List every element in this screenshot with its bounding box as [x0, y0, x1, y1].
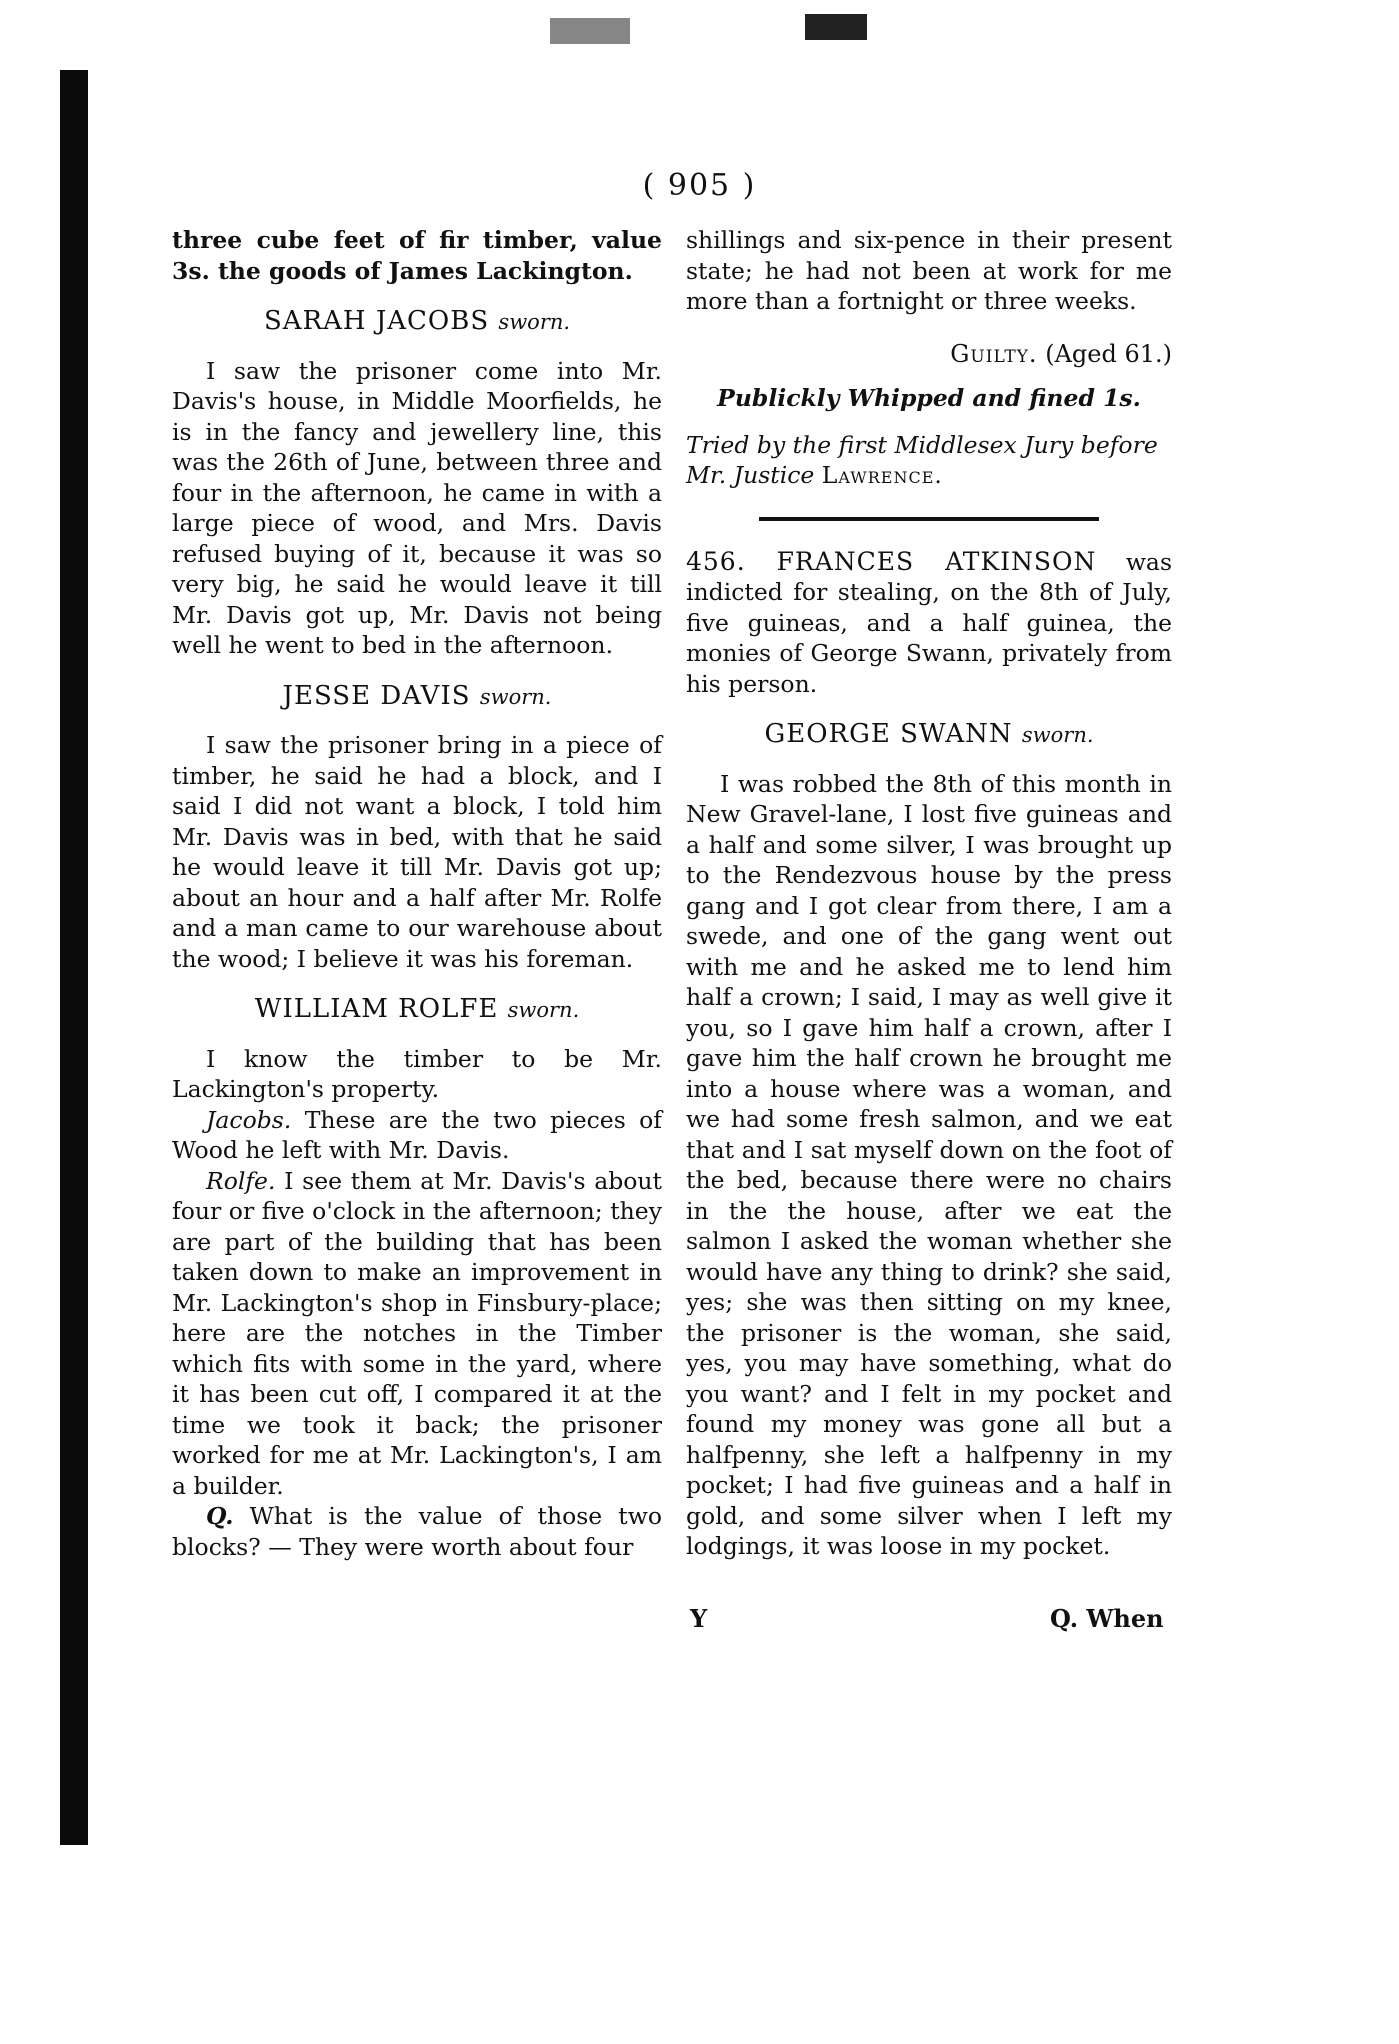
- testimony-text: I see them at Mr. Davis's about four or five o'clock in the afternoon; they are part of the building that has been taken down to make an improvement in Mr. Lackington's shop in Finsbury-place; here are the notches in the Timber which fits with some in the yard, where it has been cut off, I compared it at the time we took it back; the prisoner worked for me at Mr. Lackington's, I am a builder.: [172, 1166, 662, 1500]
- ink-blot: [550, 18, 630, 44]
- justice-title: Mr. Justice: [686, 461, 815, 489]
- testimony: I was robbed the 8th of this month in New Gravel-lane, I lost five guineas and a half and some silver, I was brought up to the Rendezvous house by the press gang and I got clear from there, I am a swede, and one of the gang went out with me and he asked me to lend him half a crown; I said, I may as well give it you, so I gave him half a crown, after I gave him the half crown he brought me into a house where was a woman, and we had some fresh salmon, and we eat that and I sat myself down on the foot of the bed, because there were no chairs in the the house, after we eat the salmon I asked the woman whether she would have any thing to drink? she said, yes; she was then sitting on my knee, the prisoner is the woman, she said, yes, you may have something, what do you want? and I felt in my pocket and found my money was gone all but a halfpenny, she left a halfpenny in my pocket; I had five guineas and a half in gold, and some silver when I left my lodgings, it was loose in my pocket.: [686, 769, 1172, 1560]
- testimony: [172, 1105, 662, 1166]
- testimony-text: These are the two pieces of Wood he left with Mr. Davis.: [172, 1105, 662, 1164]
- witness-heading: [172, 994, 662, 1026]
- question-text: What is the value of those two blocks? — They were worth about four: [172, 1502, 662, 1561]
- case-number-and-name: 456. FRANCES ATKINSON: [686, 546, 1097, 576]
- tried-by-line: [686, 460, 1172, 491]
- sentence: Publickly Whipped and fined 1s.: [717, 384, 1141, 412]
- opening-text: three cube feet of fir timber, value 3s. the goods of James Lackington.: [172, 226, 662, 285]
- verdict: [686, 339, 1172, 370]
- sworn-label: sworn.: [498, 310, 571, 334]
- section-divider: [759, 517, 1099, 521]
- right-column: [686, 225, 1172, 1562]
- left-column: [172, 225, 662, 1562]
- witness-name: GEORGE SWANN: [764, 719, 1013, 749]
- testimony: I know the timber to be Mr. Lackington's property.: [172, 1044, 662, 1103]
- judge-name: Lawrence.: [821, 461, 943, 489]
- witness-name: JESSE DAVIS: [282, 680, 471, 711]
- book-spine-shadow: [60, 70, 88, 1845]
- testimony: I saw the prisoner bring in a piece of timber, he said he had a block, and I said I did not want a block, I told him Mr. Davis was in bed, with that he said he would leave it till Mr. Davis got up; about an hour and a half after Mr. Rolfe and a man came to our warehouse about the wood; I believe it was his foreman.: [172, 731, 662, 973]
- ink-blot: [805, 14, 867, 40]
- testimony: I saw the prisoner come into Mr. Davis's house, in Middle Moorfields, he is in the fancy and jewellery line, this was the 26th of June, between three and four in the afternoon, he came in with a large piece of wood, and Mrs. Davis refused buying of it, because it was so very big, he said he would leave it till Mr. Davis got up, Mr. Davis not being well he went to bed in the afternoon.: [172, 356, 662, 659]
- testimony-continued: shillings and six-pence in their present state; he had not been at work for me more than a fortnight or three weeks.: [686, 226, 1172, 315]
- indictment-text: was indicted for stealing, on the 8th of July, five guineas, and a half guinea, the monies of George Swann, privately from his person.: [686, 547, 1172, 698]
- sworn-label: sworn.: [1021, 723, 1094, 747]
- tried-by-line: Tried by the first Middlesex Jury before: [686, 430, 1158, 459]
- witness-heading: [172, 681, 662, 713]
- speaker-label: Jacobs.: [206, 1105, 292, 1134]
- verdict-guilty: Guilty.: [950, 339, 1038, 368]
- sworn-label: sworn.: [507, 998, 580, 1022]
- signature-mark: Y: [690, 1604, 708, 1633]
- witness-name: WILLIAM ROLFE: [254, 994, 499, 1024]
- witness-name: SARAH JACOBS: [263, 306, 490, 336]
- speaker-label: Rolfe.: [206, 1166, 276, 1195]
- case-heading: [686, 547, 1172, 700]
- question-mark: Q.: [206, 1502, 234, 1530]
- testimony: [172, 1166, 662, 1502]
- catchword: Q. When: [1050, 1604, 1164, 1633]
- verdict-age: (Aged 61.): [1045, 339, 1172, 368]
- witness-heading: [686, 719, 1172, 751]
- question: [172, 1501, 662, 1562]
- page-number: ( 905 ): [642, 168, 757, 203]
- sworn-label: sworn.: [479, 684, 552, 709]
- witness-heading: [172, 306, 662, 338]
